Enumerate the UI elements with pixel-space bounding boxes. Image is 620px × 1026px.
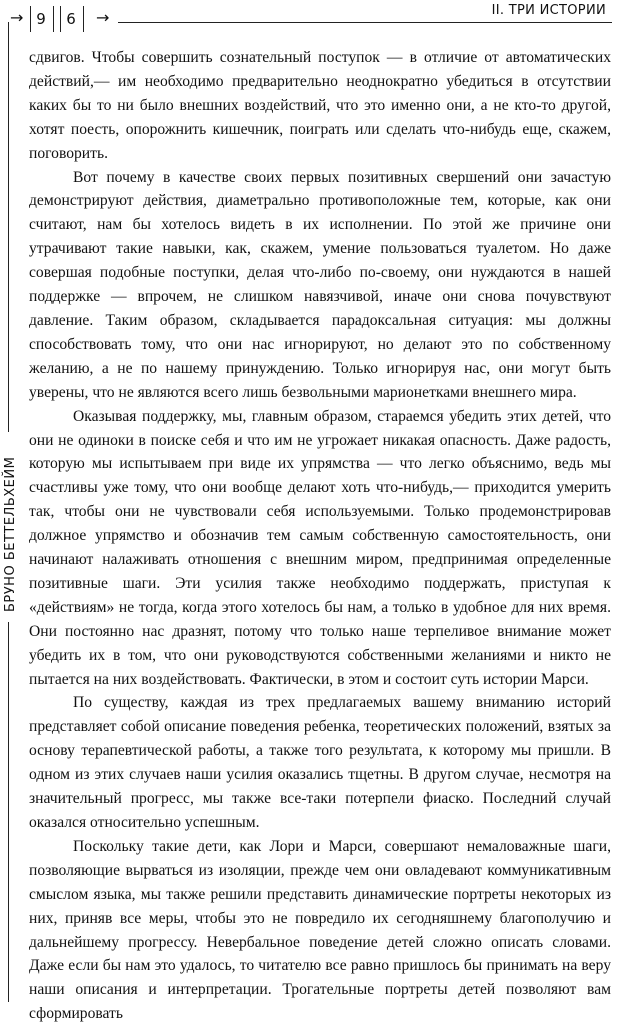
page-number <box>10 6 114 36</box>
margin-rule <box>8 622 9 1002</box>
page-number-digit: 6 <box>60 6 84 32</box>
margin-rule <box>8 22 9 432</box>
arrow-right-icon: → <box>10 8 26 27</box>
page-number-digit: 9 <box>30 6 54 32</box>
side-author-label: БРУНО БЕТТЕЛЬХЕЙМ <box>3 456 18 612</box>
paragraph: Оказывая поддержку, мы, главным образом, стараемся убедить этих детей, что они не одиноки в поиске себя и что им не угрожает никакая опасность. Даже радость, которую мы испытываем при виде их упрямства — что легко объяснимо, ведь мы счастливы уже тому, что они вообще делают хоть что-нибудь,— приходится умерить так, чтобы они не чувствовали себя используемыми. Только продемонстрировав должное упрямство и обозначив тем самым собственную самостоятельность, они начинают налаживать отношения с внешним миром, предпринимая определенные позитивные шаги. Эти усилия также необходимо поддержать, приступая к «действиям» не тогда, когда этого хотелось бы нам, а только в удобное для них время. Они постоянно нас дразнят, потому что только наше терпеливое внимание может убедить их в том, что они руководствуются собственными желаниями и никто не пытается на них воздействовать. Фактически, в этом и состоит суть истории Марси. <box>29 407 611 688</box>
body-text <box>29 46 611 1026</box>
paragraph: сдвигов. Чтобы совершить сознательный поступок — в отличие от автоматических действий,— им необходимо предварительно неоднократно убедиться в отсутствии каких бы то ни было внешних воздействий, что это именно они, а не кто-то другой, хотят поесть, опорожнить кишечник, поиграть или сделать что-нибудь еще, скажем, поговорить. <box>29 49 611 162</box>
header-rule <box>118 22 612 23</box>
running-head: II. ТРИ ИСТОРИИ <box>491 3 606 18</box>
paragraph: Вот почему в качестве своих первых позитивных свершений они зачастую демонстрируют действия, диаметрально противоположные тем, которые, как они считают, нам бы хотелось видеть в их исполнении. По этой же причине они утрачивают такие навыки, как, скажем, умение пользоваться туалетом. Но даже совершая подобные поступки, делая что-либо по-своему, они нуждаются в нашей поддержке — впрочем, не слишком навязчивой, иначе они снова почувствуют давление. Таким образом, складывается парадоксальная ситуация: мы должны способствовать тому, что они нас игнорируют, но делают это по собственному желанию, а не по нашему принуждению. Только игнорируя нас, они могут быть уверены, что не являются всего лишь безвольными марионетками внешнего мира. <box>29 168 611 401</box>
paragraph: Поскольку такие дети, как Лори и Марси, совершают немаловажные шаги, позволяющие вырваться из изоляции, прежде чем они овладевают коммуникативным смыслом языка, мы также решили представить динамические портреты некоторых из них, приняв все меры, чтобы это не повредило их сегодняшнему благополучию и дальнейшему прогрессу. Невербальное поведение детей сложно описать словами. Даже если бы нам это удалось, то читателю все равно пришлось бы принимать на веру наши описания и интерпретации. Трогательные портреты детей позволяют вам сформировать <box>29 837 611 1023</box>
paragraph: По существу, каждая из трех предлагаемых вашему вниманию историй представляет собой описание поведения ребенка, теоретических положений, взятых за основу терапевтической работы, а также того результата, к которому мы пришли. В одном из этих случаев наши усилия оказались тщетны. В другом случае, несмотря на значительный прогресс, мы также все-таки потерпели фиаско. Последний случай оказался относительно успешным. <box>29 694 611 831</box>
arrow-right-icon: → <box>96 8 112 27</box>
